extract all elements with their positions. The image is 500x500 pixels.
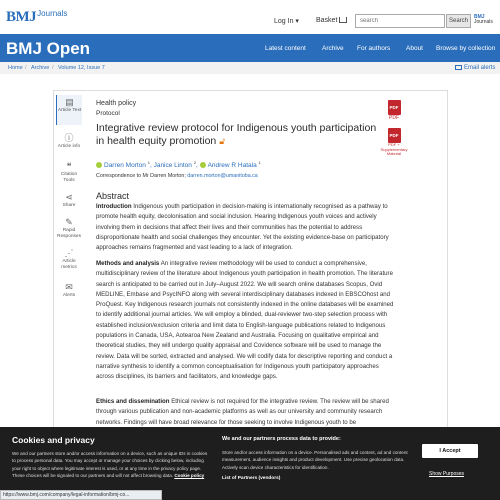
pdf-label: PDF [389,115,399,121]
orcid-icon[interactable] [96,162,102,168]
breadcrumb-separator: / [52,65,54,71]
sidebar-item-article-text[interactable] [56,95,82,125]
correspondence-email-link[interactable]: darren.morton@umanitoba.ca [187,173,258,179]
info-icon: ⓘ [64,133,74,143]
small-logo-line1: BMJ [474,14,485,20]
sidebar-item-label: Article Text [57,108,82,113]
sidebar-item-label: Alerts [62,293,76,298]
breadcrumb-separator: / [25,65,27,71]
sidebar-item-label: Share [62,203,76,208]
search-button[interactable]: Search [446,14,471,28]
pdf-icon: PDF [388,100,401,115]
open-access-icon: 🔓︎ [219,136,226,146]
chevron-down-icon: ▾ [295,18,299,25]
bell-icon: ✉ [65,282,73,292]
section-text: Indigenous youth participation in decision-making is internationally recognised as a pathway to promote health equity, decolonisation and social inclusion. Hearing Indigenous youth voices and actively involving them in decisions that affect their lives and their communities has the potential to address disproportionate health and social challenges they encounter. Yet the existing evidence-base on participatory approaches remains fragmented and vast leading to a lack of integration. [96,203,389,252]
sidebar-item-label: Article info [57,144,81,149]
top-utility-bar [0,0,500,34]
logo-main: BMJ [6,8,37,25]
abstract-introduction [96,202,396,253]
basket-link[interactable] [316,17,347,24]
sidebar-item-label: Article metrics [61,259,77,270]
author-name[interactable]: Andrew R Hatala [207,162,257,170]
abstract-ethics [96,397,396,428]
basket-label: Basket [316,17,338,24]
section-label: Methods and analysis [96,260,160,267]
article-title [96,122,386,148]
sidebar-item-share[interactable] [56,192,82,209]
bmj-journals-small-logo[interactable] [474,15,493,25]
cookie-vendors-link[interactable]: List of Partners (vendors) [222,476,281,481]
cookie-policy-link[interactable]: Cookie policy [174,472,205,478]
pdf-icon: PDF [388,128,401,143]
login-label: Log In [274,18,294,25]
sidebar-item-label: Rapid Responses [57,228,81,239]
accept-cookies-button[interactable]: I Accept [422,444,478,458]
responses-icon: ✎ [65,217,73,227]
pdf-supplementary-download[interactable] [379,128,409,157]
breadcrumb-home[interactable]: Home [8,65,23,71]
quote-icon: ❝ [66,161,72,171]
sidebar-item-alerts[interactable] [56,282,82,299]
orcid-icon[interactable] [200,162,206,168]
logo-sub: Journals [37,9,68,18]
sidebar-item-article-info[interactable] [56,133,82,150]
show-purposes-link[interactable]: Show Purposes [429,471,465,477]
email-alerts-link[interactable] [455,65,495,71]
journal-title[interactable]: BMJ Open [6,39,91,58]
section-text: Ethical review is not required for the integrative review. The review will be shared through various publication and non-academic platforms as well as our university and community research networks. Findings will have broad relevance for those seeking to involve Indigenous youth to be [96,398,389,426]
sidebar-item-rapid-responses[interactable] [56,217,82,239]
status-bar-url: https://www.bmj.com/company/legal-information/bmj-co... [0,490,162,500]
cookie-text: We and our partners store and/or access information on a device, such as unique IDs in cookies to process personal data. You may accept or manage your choices by clicking below, including your right to object where legitimate interest is used, or at any time in the privacy policy page. These choices will be signaled to our partners and will not affect browsing data. [12,451,208,478]
metrics-icon: ⋰ [64,248,74,258]
author-affiliation: 1 [147,160,150,165]
breadcrumb-volume[interactable]: Volume 12, Issue 7 [58,65,105,71]
article-category[interactable]: Health policy [96,100,137,107]
breadcrumb-archive[interactable]: Archive [31,65,50,71]
sidebar-item-citation-tools[interactable] [56,161,82,183]
search-input[interactable] [355,14,445,28]
article-title-text: Integrative review protocol for Indigenous youth participation in health equity promotion [96,122,377,147]
sidebar-item-article-metrics[interactable] [56,248,82,270]
sidebar-item-label: Citation Tools [60,172,78,183]
cookie-purposes-text: Store and/or access information on a device. Personalised ads and content, ad and content measurement, audience insights and product development. Use precise geolocation data. Actively scan device characteristics for identification. [222,450,408,470]
login-link[interactable] [274,17,299,25]
author-name[interactable]: Darren Morton [104,162,146,170]
share-icon: ⋖ [65,192,73,202]
abstract-heading: Abstract [96,191,130,201]
nav-about[interactable]: About [406,45,423,52]
email-alerts-label: Email alerts [464,65,496,72]
author-list: Darren Morton $^1$, Janice Linton $^2$, Andrew R Hatala $^1$ [96,160,261,169]
correspondence [96,173,258,179]
document-icon: ▤ [65,97,74,107]
cookie-description [12,450,208,479]
pdf-supp-label: PDF + Supplementary Material [380,142,408,156]
author-affiliation: 1 [258,160,261,165]
breadcrumb [0,62,500,74]
small-logo-line2: Journals [474,19,493,25]
envelope-icon [455,65,462,70]
author-affiliation: 2 [193,160,196,165]
author-name[interactable]: Janice Linton [153,162,192,170]
abstract-methods [96,259,396,383]
section-text: An integrative review methodology will be used to conduct a comprehensive, multidisciplinary review of the literature about Indigenous youth participation in health promotion. The literature search is anticipated to be carried out in July–August 2022. We will search online databases Scopus, Ovid MEDLINE, Embase and PsycINFO along with several interdisciplinary databases indexed in EBSCOhost and ProQuest. Key Indigenous research journals not consistently indexed in the online databases will be examined to identify additional journal articles. We will employ a blinded, dual-reviewer two-step selection process with established inclusion/exclusion criteria and limit data to English-language publications related to Indigenous populations in Canada, USA, Aotearoa New Zealand and Australia. Focusing on qualitative empirical and theoretical studies, they will undergo quality appraisal and Covidence software will be used to manage the review. Data will be sorted, extracted and analysed. We will codify data for descriptive reporting and conduct a narrative synthesis to identify a common conceptualisation for Indigenous youth participatory approaches across disciplines, its barriers and facilitators, and knowledge gaps. [96,260,394,381]
nav-latest-content[interactable]: Latest content [265,45,306,52]
article-type: Protocol [96,110,120,117]
pdf-download[interactable] [379,100,409,121]
cookie-purposes-title: We and our partners process data to provide: [222,436,341,442]
nav-archive[interactable]: Archive [322,45,344,52]
correspondence-prefix: Correspondence to Mr Darren Morton; [96,173,186,179]
cookie-title: Cookies and privacy [12,435,95,445]
bmj-journals-logo[interactable] [6,9,66,25]
nav-for-authors[interactable]: For authors [357,45,391,52]
section-label: Ethics and dissemination [96,398,170,405]
section-label: Introduction [96,203,132,210]
basket-icon [339,17,347,23]
journal-nav-bar [0,34,500,62]
nav-browse-by-collection[interactable]: Browse by collection [436,45,496,52]
